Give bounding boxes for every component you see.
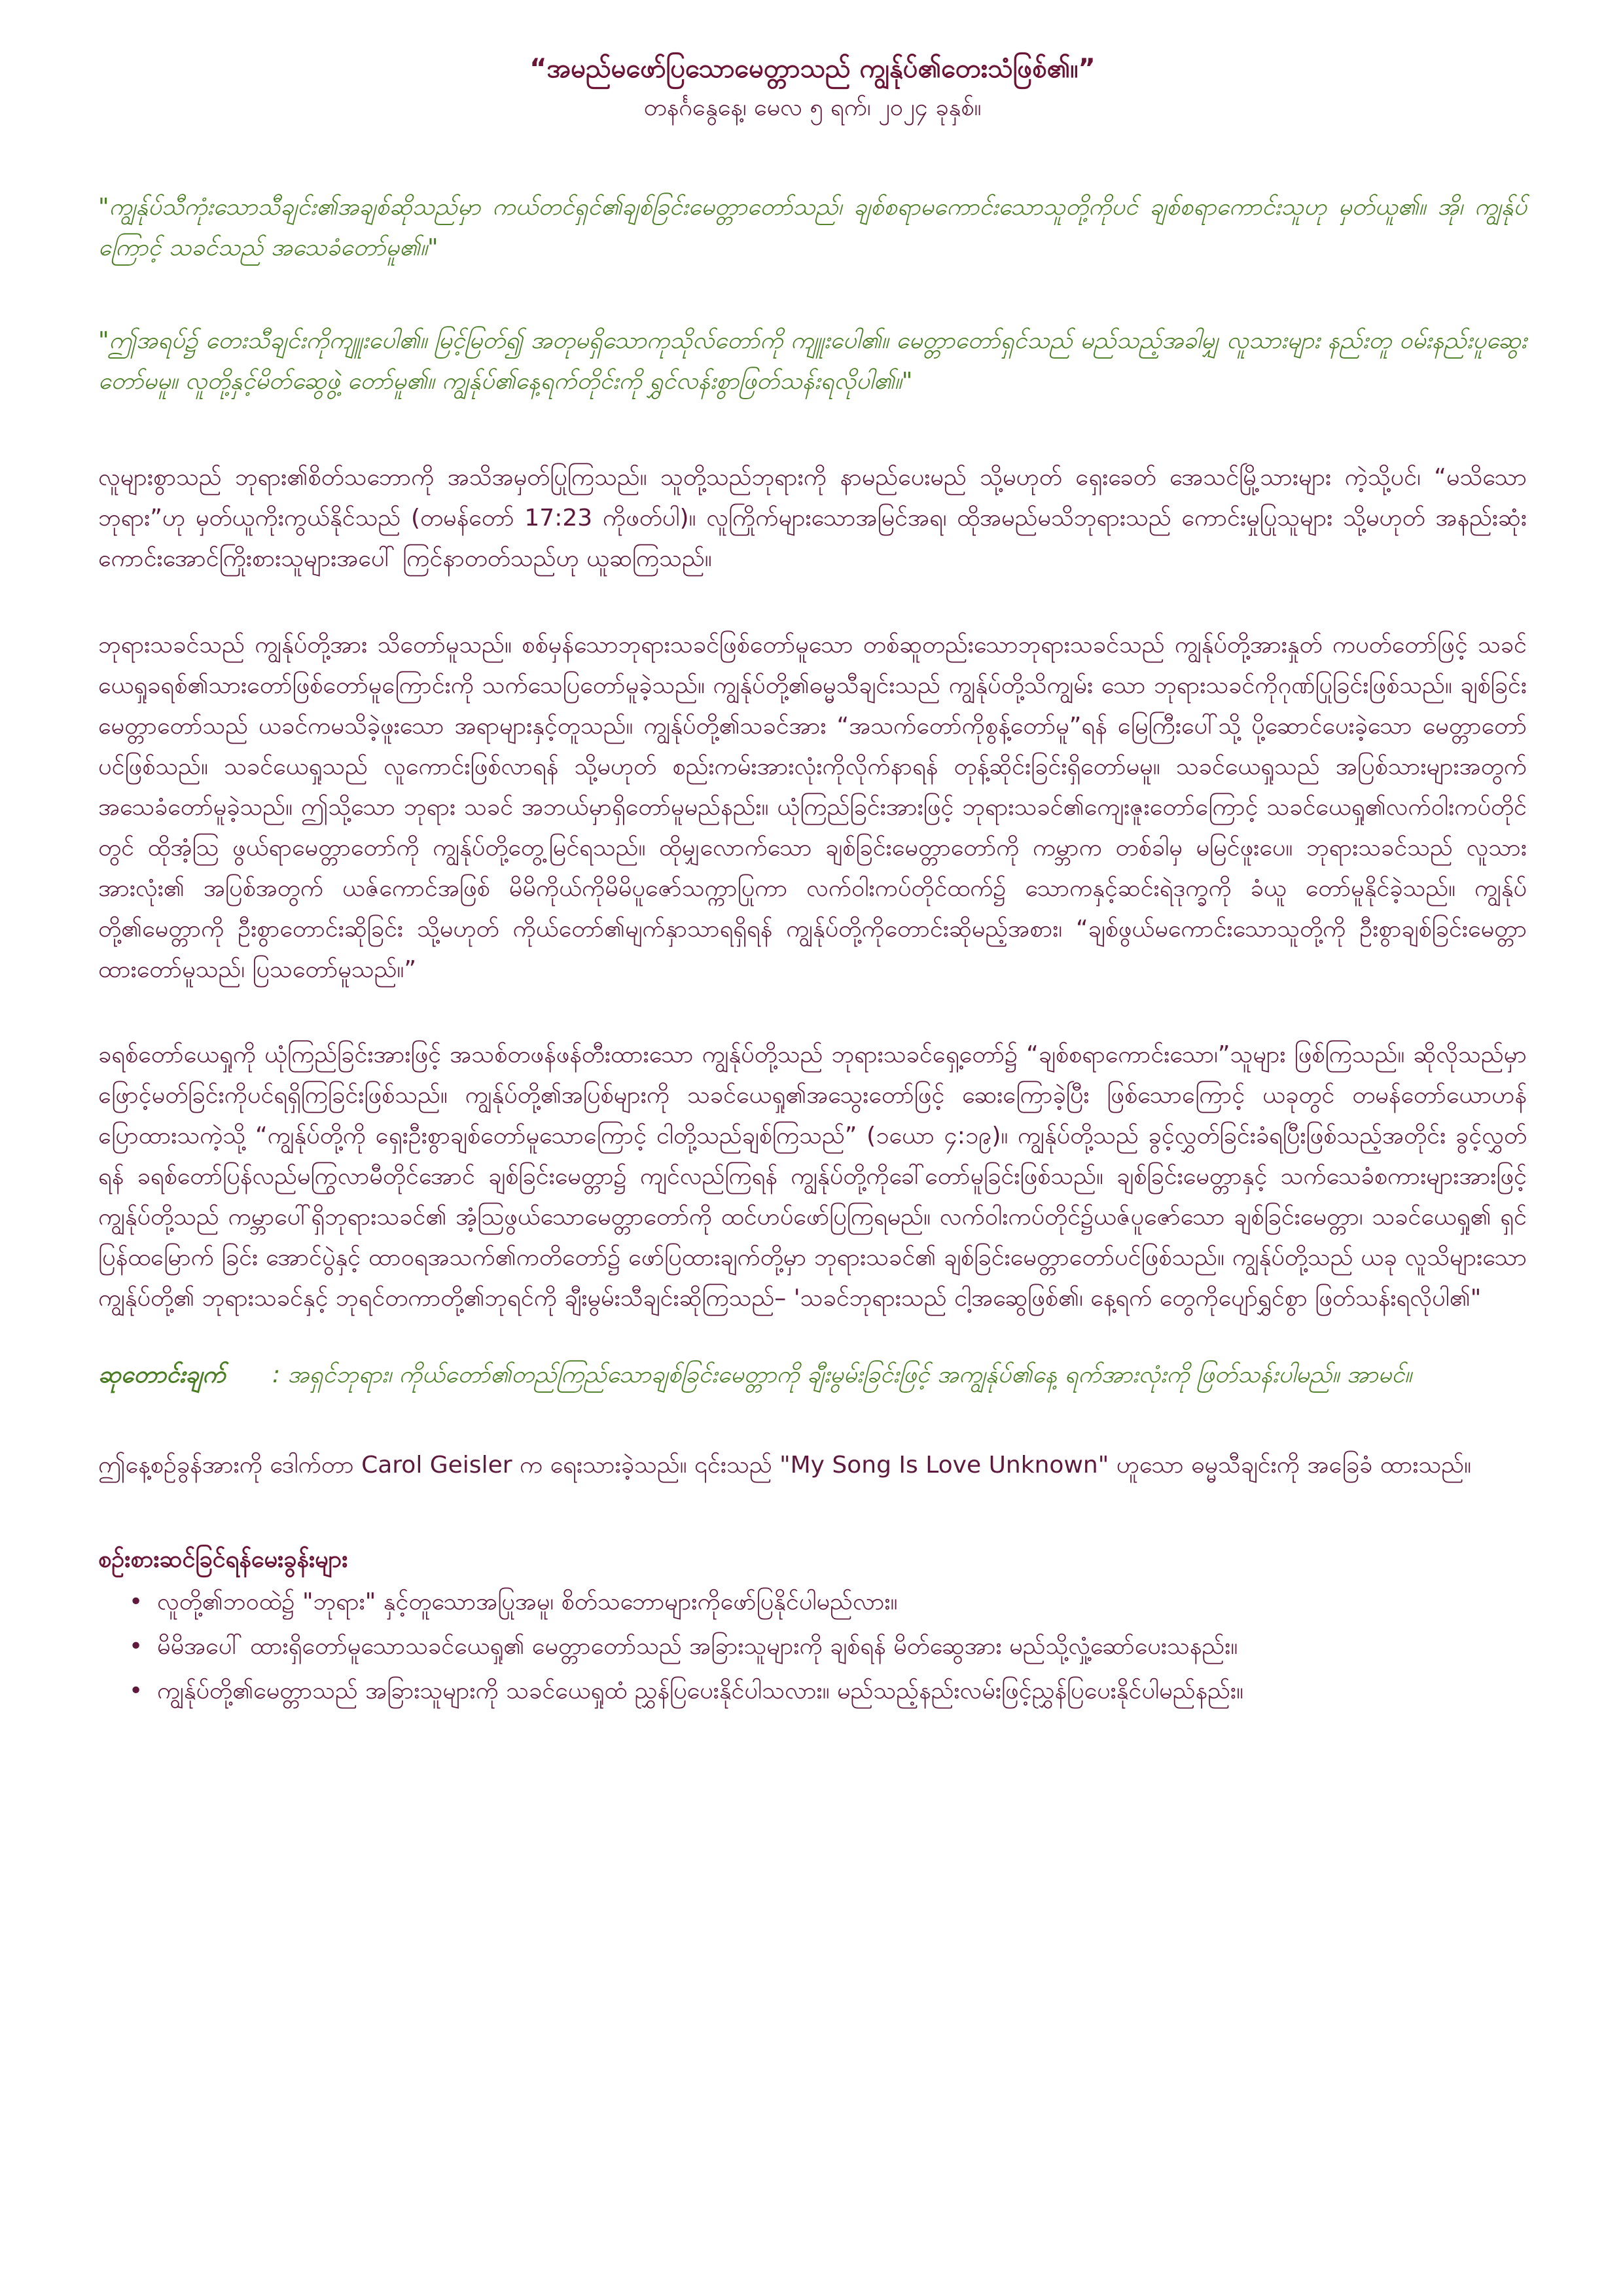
- hymn-quote: "ကျွန်ုပ်သီကုံးသောသီချင်း၏အချစ်ဆိုသည်မှာ ကယ်တင်ရှင်၏ချစ်ခြင်းမေတ္တာတော်သည်၊ ချစ်စရာမကောင်းသောသူတို့ကိုပင် ချစ်စရာကောင်းသူဟု မှတ်ယူ၏။ အို၊ ကျွန်ုပ်ကြောင့် သခင်သည် အသေခံတော်မူ၏။": [98, 194, 1527, 261]
- prayer-label: ဆုတောင်းချက်: [98, 1361, 226, 1388]
- list-item: [129, 1580, 1527, 1624]
- body-paragraph: ဘုရားသခင်သည် ကျွန်ုပ်တို့အား သိတော်မူသည်။ စစ်မှန်သောဘုရားသခင်ဖြစ်တော်မူသော တစ်ဆူတည်းသောဘုရားသခင်သည် ကျွန်ုပ်တို့အားနှုတ် ကပတ်တော်ဖြင့် သခင်ယေရှုခရစ်၏သားတော်ဖြစ်တော်မူကြောင်းကို သက်သေပြတော်မူခဲ့သည်။ ကျွန်ုပ်တို့၏ဓမ္မသီချင်းသည် ကျွန်ုပ်တို့သိကျွမ်း သော ဘုရားသခင်ကိုဂုဏ်ပြုခြင်းဖြစ်သည်။ ချစ်ခြင်းမေတ္တာတော်သည် ယခင်ကမသိခဲ့ဖူးသော အရာများနှင့်တူသည်။ ကျွန်ုပ်တို့၏သခင်အား “အသက်တော်ကိုစွန့်တော်မူ”ရန် မြေကြီးပေါ်သို့ ပို့ဆောင်ပေးခဲ့သော မေတ္တာတော်ပင်ဖြစ်သည်။ သခင်ယေရှုသည် လူကောင်းဖြစ်လာရန် သို့မဟုတ် စည်းကမ်းအားလုံးကိုလိုက်နာရန် တုန့်ဆိုင်းခြင်းရှိတော်မမူ။ သခင်ယေရှုသည် အပြစ်သားများအတွက် အသေခံတော်မူခဲ့သည်။ ဤသို့သော ဘုရား သခင် အဘယ်မှာရှိတော်မူမည်နည်း။ ယုံကြည်ခြင်းအားဖြင့် ဘုရားသခင်၏ကျေးဇူးတော်ကြောင့် သခင်ယေရှု၏လက်ဝါးကပ်တိုင်တွင် ထိုအံ့သြ ဖွယ်ရာမေတ္တာတော်ကို ကျွန်ုပ်တို့တွေ့မြင်ရသည်။ ထိုမျှလောက်သော ချစ်ခြင်းမေတ္တာတော်ကို ကမ္ဘာက တစ်ခါမှ မမြင်ဖူးပေ။ ဘုရားသခင်သည် လူသားအားလုံး၏ အပြစ်အတွက် ယဇ်ကောင်အဖြစ် မိမိကိုယ်ကိုမိမိပူဇော်သက္ကာပြုကာ လက်ဝါးကပ်တိုင်ထက်၌ သောကနှင့်ဆင်းရဲဒုက္ခကို ခံယူ တော်မူနိုင်ခဲ့သည်။ ကျွန်ုပ်တို့၏မေတ္တာကို ဦးစွာတောင်းဆိုခြင်း သို့မဟုတ် ကိုယ်တော်၏မျက်နှာသာရရှိရန် ကျွန်ုပ်တို့ကိုတောင်းဆိုမည့်အစား၊ “ချစ်ဖွယ်မကောင်းသောသူတို့ကို ဦးစွာချစ်ခြင်းမေတ္တာထားတော်မူသည်၊ ပြသတော်မူသည်။”: [98, 632, 1527, 983]
- date-line: တနင်္ဂနွေနေ့၊ မေလ ၅ ရက်၊ ၂၀၂၄ ခုနှစ်။: [643, 94, 982, 121]
- prayer-text: : အရှင်ဘုရား၊ ကိုယ်တော်၏တည်ကြည်သောချစ်ခြင်းမေတ္တာကို ချီးမွမ်းခြင်းဖြင့် အကျွန်ုပ်၏နေ့ ရက်အားလုံးကို ဖြတ်သန်းပါမည်။ အာမင်။: [272, 1361, 1412, 1388]
- prayer: [98, 1355, 1527, 1395]
- author-credit: ဤနေ့စဉ်ခွန်အားကို ဒေါက်တာ Carol Geisler က ရေးသားခဲ့သည်။ ၎င်းသည် "My Song Is Love Unknown" ဟူသော ဓမ္မသီချင်းကို အခြေခံ ထားသည်။: [98, 1452, 1472, 1479]
- question-text: မိမိအပေါ် ထားရှိတော်မူသောသခင်ယေရှု၏ မေတ္တာတော်သည် အခြားသူများကို ချစ်ရန် မိတ်ဆွေအား မည်သို့လှုံ့ဆော်ပေးသနည်း။: [157, 1633, 1238, 1660]
- hymn-quote: "ဤအရပ်၌ တေးသီချင်းကိုကျူးပေါ၏။ မြင့်မြတ်၍ အတုမရှိသောကုသိုလ်တော်ကို ကျူးပေါ၏။ မေတ္တာတော်ရှင်သည် မည်သည့်အခါမျှ လူသားများ နည်းတူ ဝမ်းနည်းပူဆွေးတော်မမူ။ လူတို့နှင့်မိတ်ဆွေဖွဲ့ တော်မူ၏။ ကျွန်ုပ်၏နေ့ရက်တိုင်းကို ရွှင်လန်းစွာဖြတ်သန်းရလိုပါ၏။": [98, 327, 1527, 395]
- question-text: ကျွန်ုပ်တို့၏မေတ္တာသည် အခြားသူများကို သခင်ယေရှုထံ ညွှန်ပြပေးနိုင်ပါသလား။ မည်သည့်နည်းလမ်းဖြင့်ညွှန်ပြပေးနိုင်ပါမည်နည်း။: [157, 1677, 1243, 1704]
- body-paragraph: လူများစွာသည် ဘုရား၏စိတ်သဘောကို အသိအမှတ်ပြုကြသည်။ သူတို့သည်ဘုရားကို နာမည်ပေးမည် သို့မဟုတ် ရှေးခေတ် အေသင်မြို့သားများ ကဲ့သို့ပင်၊ “မသိသောဘုရား”ဟု မှတ်ယူကိုးကွယ်နိုင်သည် (တမန်တော် 17:23 ကိုဖတ်ပါ)။ လူကြိုက်များသောအမြင်အရ၊ ထိုအမည်မသိဘုရားသည် ကောင်းမှုပြုသူများ သို့မဟုတ် အနည်းဆုံးကောင်းအောင်ကြိုးစားသူများအပေါ် ကြင်နာတတ်သည်ဟု ယူဆကြသည်။: [98, 464, 1527, 572]
- list-item: [129, 1669, 1527, 1713]
- question-text: လူတို့၏ဘဝထဲ၌ "ဘုရား" နှင့်တူသောအပြုအမူ၊ စိတ်သဘောများကိုဖော်ပြနိုင်ပါမည်လား။: [157, 1588, 898, 1615]
- body-paragraph: ခရစ်တော်ယေရှုကို ယုံကြည်ခြင်းအားဖြင့် အသစ်တဖန်ဖန်တီးထားသော ကျွန်ုပ်တို့သည် ဘုရားသခင်ရှေ့တော်၌ “ချစ်စရာကောင်းသော၊”သူများ ဖြစ်ကြသည်။ ဆိုလိုသည်မှာ ဖြောင့်မတ်ခြင်းကိုပင်ရရှိကြခြင်းဖြစ်သည်။ ကျွန်ုပ်တို့၏အပြစ်များကို သခင်ယေရှု၏အသွေးတော်ဖြင့် ဆေးကြောခဲ့ပြီး ဖြစ်သောကြောင့် ယခုတွင် တမန်တော်ယောဟန်ပြောထားသကဲ့သို့ “ကျွန်ုပ်တို့ကို ရှေးဦးစွာချစ်တော်မူသောကြောင့် ငါတို့သည်ချစ်ကြသည်” (၁ယော ၄:၁၉)။ ကျွန်ုပ်တို့သည် ခွင့်လွှတ်ခြင်းခံရပြီးဖြစ်သည့်အတိုင်း ခွင့်လွှတ်ရန် ခရစ်တော်ပြန်လည်မကြွလာမီတိုင်အောင် ချစ်ခြင်းမေတ္တာ၌ ကျင်လည်ကြရန် ကျွန်ုပ်တို့ကိုခေါ်တော်မူခြင်းဖြစ်သည်။ ချစ်ခြင်းမေတ္တာနှင့် သက်သေခံစကားများအားဖြင့် ကျွန်ုပ်တို့သည် ကမ္ဘာပေါ်ရှိဘုရားသခင်၏ အံ့သြဖွယ်သောမေတ္တာတော်ကို ထင်ဟပ်ဖော်ပြကြရမည်။ လက်ဝါးကပ်တိုင်၌ယဇ်ပူဇော်သော ချစ်ခြင်းမေတ္တာ၊ သခင်ယေရှု၏ ရှင်ပြန်ထမြောက် ခြင်း အောင်ပွဲနှင့် ထာဝရအသက်၏ကတိတော်၌ ဖော်ပြထားချက်တို့မှာ ဘုရားသခင်၏ ချစ်ခြင်းမေတ္တာတော်ပင်ဖြစ်သည်။ ကျွန်ုပ်တို့သည် ယခု လူသိများသော ကျွန်ုပ်တို့၏ ဘုရားသခင်နှင့် ဘုရင်တကာတို့၏ဘုရင်ကို ချီးမွမ်းသီချင်းဆိုကြသည်– 'သခင်ဘုရားသည် ငါ့အဆွေဖြစ်၏၊ နေ့ရက် တွေကိုပျော်ရွှင်စွာ ဖြတ်သန်းရလိုပါ၏": [98, 1041, 1527, 1312]
- bullet-icon: •: [129, 1633, 143, 1660]
- list-item: [129, 1624, 1527, 1669]
- bullet-icon: •: [129, 1588, 143, 1615]
- reflection-heading: စဉ်းစားဆင်ခြင်ရန်မေးခွန်းများ: [98, 1546, 348, 1573]
- reflection-question-list: [98, 1580, 1527, 1713]
- bullet-icon: •: [129, 1677, 143, 1704]
- page-title: “အမည်မဖော်ပြသောမေတ္တာသည် ကျွန်ုပ်၏တေးသံဖြစ်၏။”: [529, 54, 1096, 84]
